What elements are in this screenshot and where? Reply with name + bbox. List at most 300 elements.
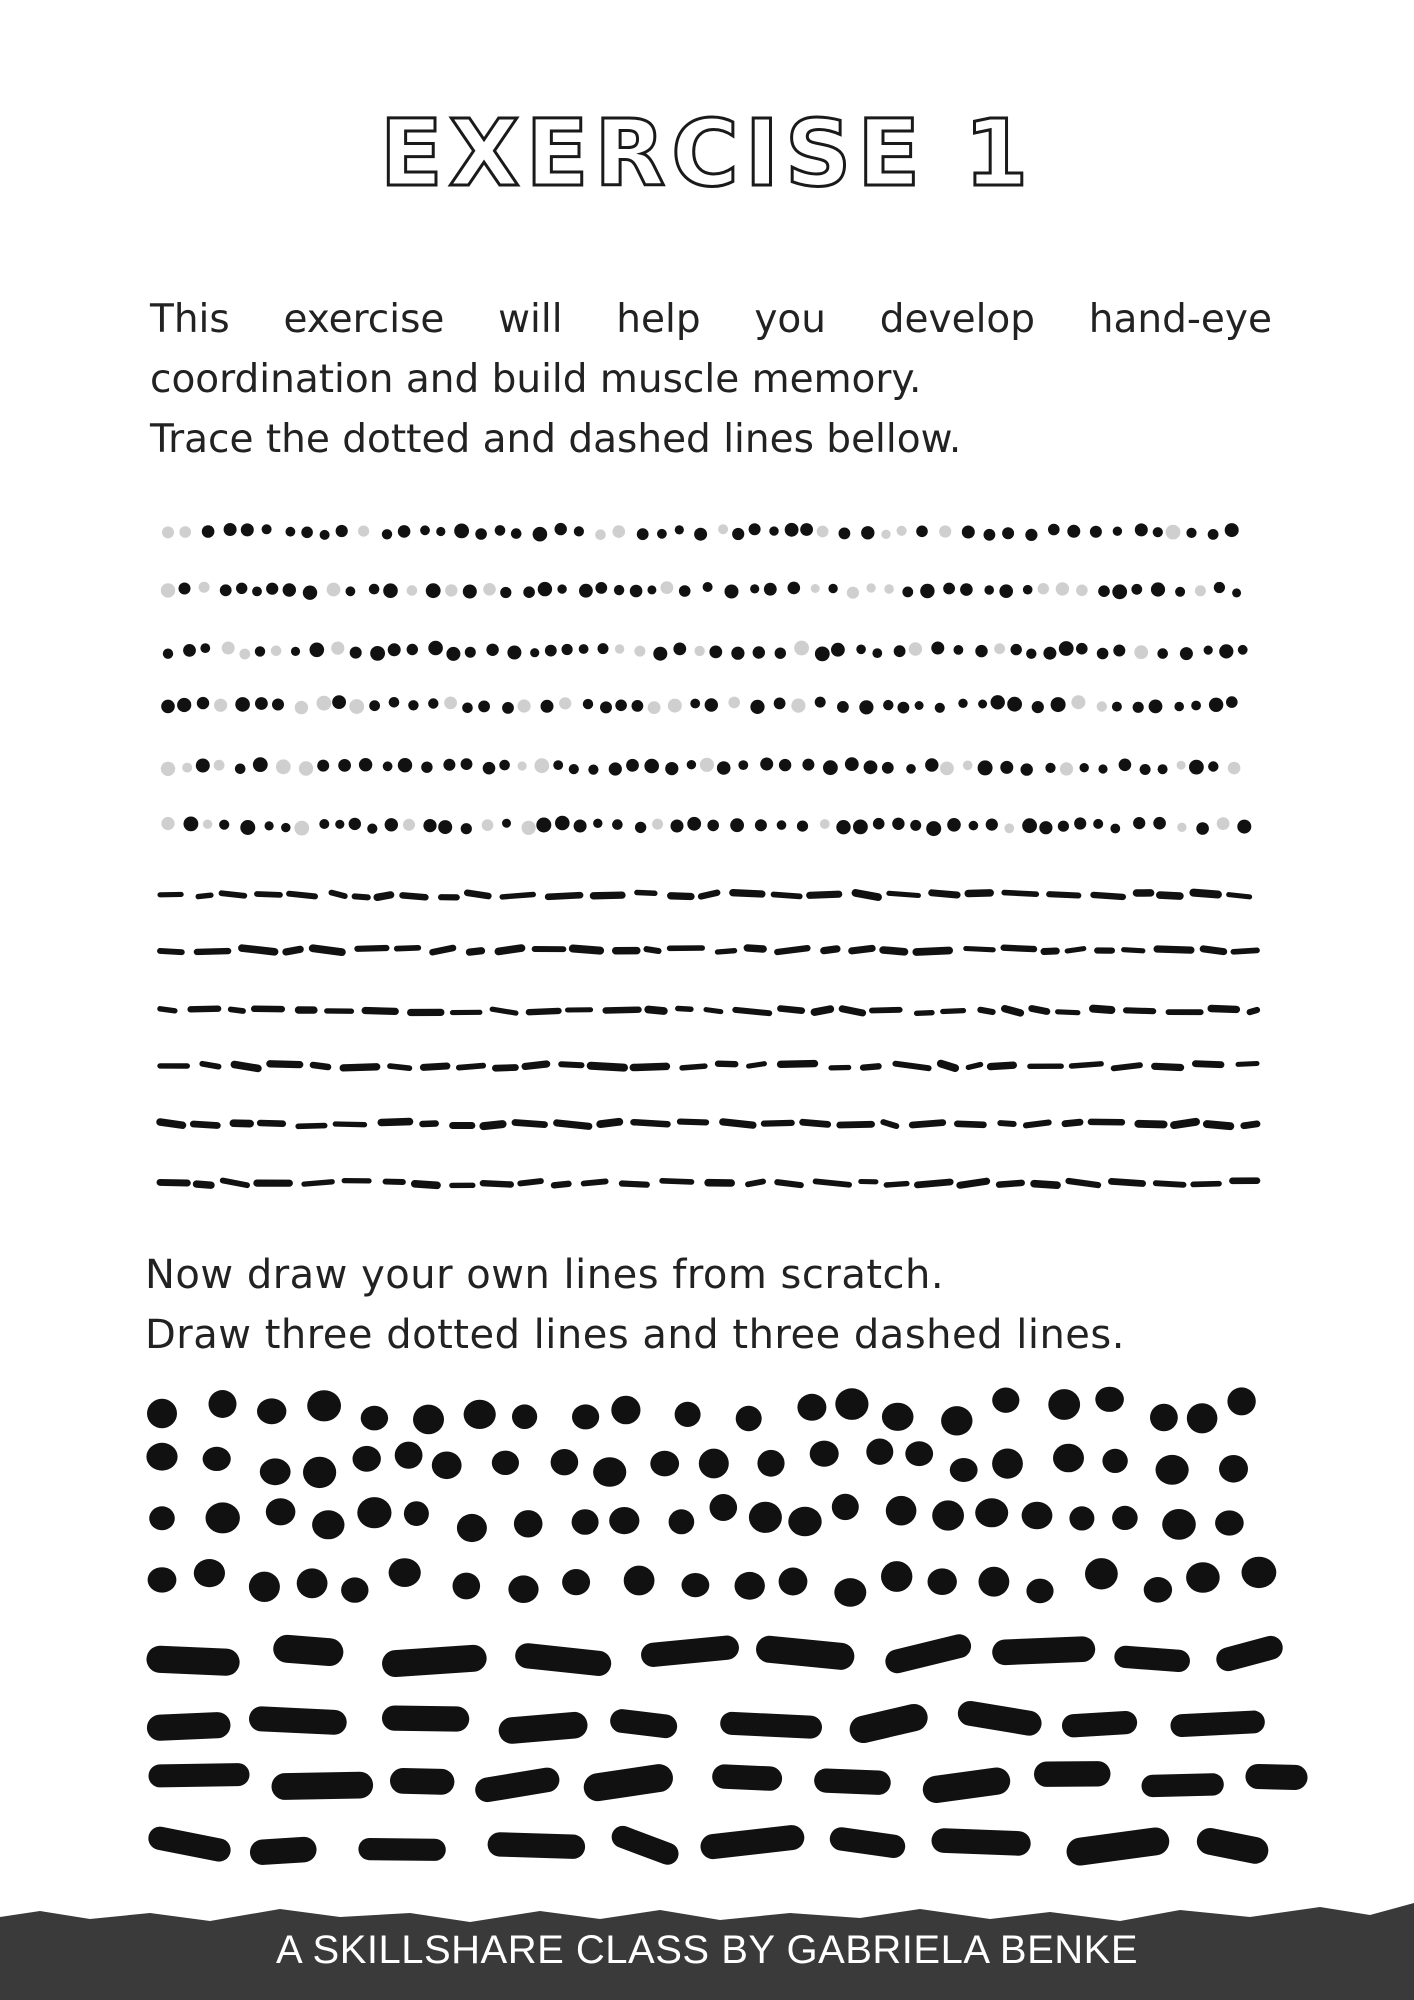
dash <box>970 1713 1029 1723</box>
dot <box>1151 582 1165 596</box>
dotted-trace-row <box>161 581 1241 600</box>
dot <box>1022 1502 1053 1530</box>
dot <box>999 584 1013 598</box>
dot <box>163 649 173 659</box>
dash <box>525 1064 547 1066</box>
dot <box>611 1396 640 1425</box>
dash <box>810 894 839 895</box>
dash <box>423 1066 447 1067</box>
dot <box>750 700 764 714</box>
dot <box>788 1507 821 1537</box>
dotted-trace-row <box>161 816 1251 836</box>
dash <box>234 1065 258 1069</box>
dot <box>800 523 813 536</box>
dot <box>407 644 418 655</box>
dash <box>723 1122 753 1125</box>
dotted-trace-row <box>163 641 1248 662</box>
dot <box>436 527 445 536</box>
dot <box>1186 528 1196 538</box>
dot <box>882 1403 914 1431</box>
page-title: EXERCISE 1 <box>379 100 1035 207</box>
dot <box>777 820 787 830</box>
dot <box>327 583 341 597</box>
dash <box>160 1659 226 1662</box>
dot <box>407 585 418 596</box>
dash <box>1000 1123 1013 1124</box>
dot <box>370 646 385 661</box>
dash <box>397 948 419 949</box>
dot <box>810 1441 839 1467</box>
dot <box>861 526 874 539</box>
dash <box>803 1122 828 1124</box>
dot <box>657 529 667 539</box>
dash <box>852 948 873 951</box>
dot <box>1227 1387 1255 1415</box>
dash <box>1126 1657 1179 1661</box>
dot <box>978 700 987 709</box>
dash <box>222 893 245 896</box>
dash <box>488 1780 548 1790</box>
dot <box>1119 759 1132 772</box>
dot <box>239 649 250 660</box>
dot <box>445 584 457 596</box>
dot <box>444 697 457 710</box>
dot <box>1098 764 1107 773</box>
dash <box>1174 1122 1196 1125</box>
dot <box>220 584 232 596</box>
dot <box>1056 582 1069 595</box>
dot <box>916 526 928 538</box>
dot <box>1090 526 1102 538</box>
dash <box>1004 893 1036 895</box>
dash <box>495 1068 515 1069</box>
dash <box>554 1184 569 1186</box>
dot <box>1085 1558 1118 1589</box>
dot <box>864 760 878 774</box>
dot <box>866 1439 893 1465</box>
dash <box>917 1013 932 1014</box>
dash <box>863 1718 914 1730</box>
dash <box>1111 1181 1142 1183</box>
dot <box>438 820 452 834</box>
dash <box>774 895 800 897</box>
dot <box>1038 583 1049 594</box>
dash <box>916 951 949 953</box>
dot <box>588 765 598 775</box>
dash <box>637 893 655 894</box>
dot <box>1025 529 1037 541</box>
dot <box>260 1458 291 1485</box>
dot <box>1102 1449 1127 1473</box>
dot <box>653 647 667 661</box>
dot <box>675 1402 701 1427</box>
dot <box>730 818 744 832</box>
dot <box>1048 1389 1080 1420</box>
dot <box>361 1406 388 1431</box>
dot <box>992 1449 1023 1479</box>
dot <box>909 642 922 655</box>
dot <box>1133 817 1145 829</box>
dash <box>377 895 390 897</box>
dash <box>1004 948 1034 949</box>
dash <box>191 1009 219 1010</box>
dotted-freehand-row <box>146 1439 1248 1489</box>
dot <box>718 524 728 534</box>
dot <box>562 644 573 655</box>
dot <box>382 529 392 539</box>
dot <box>735 1572 765 1600</box>
dot <box>609 1507 639 1534</box>
dot <box>797 1394 826 1421</box>
dash <box>713 1838 792 1847</box>
dot <box>253 757 268 772</box>
dash <box>160 1182 187 1183</box>
dot <box>837 701 849 713</box>
dot <box>194 1559 225 1587</box>
dot <box>214 760 225 771</box>
dash <box>1093 1009 1111 1010</box>
dot <box>389 1558 421 1587</box>
dot <box>317 760 329 772</box>
dot <box>465 647 476 658</box>
dot <box>1153 817 1166 830</box>
dot <box>483 762 496 775</box>
dot <box>533 527 548 542</box>
dot <box>1144 1577 1172 1603</box>
dot <box>1228 762 1241 775</box>
dot <box>398 758 412 772</box>
dot <box>847 587 859 599</box>
dot <box>286 527 296 537</box>
dot <box>774 698 786 710</box>
dash <box>1074 1723 1126 1726</box>
dash <box>912 1123 943 1125</box>
dot <box>574 820 587 833</box>
dash <box>647 949 659 951</box>
dot <box>404 1501 429 1526</box>
dot <box>202 525 215 538</box>
dot <box>836 820 850 834</box>
dot <box>817 526 829 538</box>
dot <box>897 526 907 536</box>
dash <box>897 1646 959 1661</box>
dot <box>446 647 460 661</box>
dash <box>966 949 993 950</box>
dot <box>555 816 570 831</box>
freehand-dashed-lines <box>160 1646 1295 1854</box>
dash <box>895 1064 928 1069</box>
dot <box>383 761 393 771</box>
dash <box>863 1066 879 1067</box>
dash <box>1153 1784 1213 1786</box>
dot <box>794 641 809 656</box>
dot <box>303 1457 336 1488</box>
dash <box>548 895 580 897</box>
dot <box>1226 696 1238 708</box>
dot <box>148 1567 177 1592</box>
dot <box>648 701 661 714</box>
dot <box>634 646 645 657</box>
dot <box>963 761 973 771</box>
dot <box>1020 763 1032 775</box>
dot <box>926 821 941 836</box>
dot <box>630 585 643 598</box>
dot <box>1209 698 1223 712</box>
dot <box>1032 701 1044 713</box>
dot <box>551 1449 579 1475</box>
dot <box>553 760 563 770</box>
dot <box>1113 645 1125 657</box>
dash <box>840 1124 872 1125</box>
dash <box>932 893 957 895</box>
dash <box>160 951 182 952</box>
dot <box>632 700 644 712</box>
dot <box>613 525 626 538</box>
dot <box>1095 1387 1124 1412</box>
dot <box>398 525 411 538</box>
dash <box>883 950 904 952</box>
dot <box>408 700 418 710</box>
dot <box>350 647 362 659</box>
dash <box>648 1010 664 1012</box>
dot <box>1112 1506 1138 1530</box>
dot <box>1080 763 1089 772</box>
dash <box>498 948 521 951</box>
dot <box>255 697 268 710</box>
dot <box>369 584 380 595</box>
dot <box>915 701 924 710</box>
dot <box>882 762 894 774</box>
dot <box>383 583 398 598</box>
dash <box>285 1785 360 1786</box>
dot <box>262 524 272 534</box>
dash <box>1207 1124 1230 1126</box>
dot <box>845 757 859 771</box>
dot <box>873 818 885 830</box>
dash <box>1238 1064 1257 1065</box>
dash <box>749 1064 765 1066</box>
dot <box>1214 582 1225 593</box>
dash <box>591 1066 624 1068</box>
dot <box>731 647 744 660</box>
dot <box>1043 647 1056 660</box>
dot <box>811 584 820 593</box>
dash <box>1250 1010 1257 1012</box>
dash <box>623 1837 668 1854</box>
dash <box>886 1184 907 1185</box>
dot <box>312 1510 344 1539</box>
dot <box>749 1502 782 1533</box>
dot <box>705 698 718 711</box>
dash <box>433 948 454 952</box>
dot <box>240 820 255 835</box>
dot <box>1191 701 1201 711</box>
dot <box>866 583 875 592</box>
dot <box>984 585 994 595</box>
dash <box>381 1122 409 1123</box>
dot <box>310 643 325 658</box>
dash <box>1081 1841 1156 1851</box>
dot <box>514 1510 543 1537</box>
dot <box>832 1494 859 1520</box>
dot <box>932 1500 964 1530</box>
dash <box>1156 1183 1184 1185</box>
dotted-trace-row <box>161 695 1237 714</box>
dot <box>1097 648 1109 660</box>
dot <box>183 644 196 657</box>
dash <box>747 948 763 949</box>
dash <box>1094 895 1123 897</box>
dot <box>541 700 554 713</box>
dot <box>728 697 740 709</box>
dash <box>653 1648 727 1655</box>
dot <box>572 1404 599 1429</box>
dot <box>432 1452 462 1480</box>
dash <box>1058 1012 1078 1013</box>
dash <box>467 893 488 896</box>
dot <box>975 1498 1008 1527</box>
dot <box>940 762 954 776</box>
dot <box>1112 584 1127 599</box>
dot <box>236 583 247 594</box>
dot <box>905 1441 933 1466</box>
dot <box>969 821 979 831</box>
dot <box>162 526 174 538</box>
dot <box>881 530 890 539</box>
dot <box>694 528 707 541</box>
dot <box>295 701 308 714</box>
dash <box>968 893 990 894</box>
dash <box>842 1839 894 1846</box>
dot <box>420 525 430 535</box>
dot <box>222 642 235 655</box>
dot <box>994 643 1005 654</box>
dot <box>1177 823 1186 832</box>
dot <box>1242 1557 1277 1588</box>
dot <box>297 1568 328 1598</box>
dot <box>196 759 210 773</box>
dot <box>650 1451 679 1477</box>
dash <box>1034 1184 1057 1186</box>
dot <box>834 1578 866 1607</box>
dot <box>802 759 814 771</box>
dot <box>1149 700 1163 714</box>
dot <box>341 1577 368 1602</box>
dot <box>388 643 401 656</box>
dash <box>202 1064 218 1067</box>
dot <box>609 762 622 775</box>
dot <box>764 583 777 596</box>
dot <box>206 1502 240 1533</box>
dash <box>160 1122 183 1125</box>
dot <box>357 1497 391 1528</box>
dot <box>612 819 623 830</box>
dot <box>1093 819 1103 829</box>
dot <box>182 763 192 773</box>
dot <box>661 581 674 594</box>
dot <box>1098 585 1110 597</box>
dot <box>203 1447 231 1471</box>
dot <box>255 646 265 656</box>
dot <box>931 642 944 655</box>
dot <box>675 525 684 534</box>
dash <box>263 1850 304 1853</box>
dot <box>443 759 455 771</box>
dot <box>1059 641 1074 656</box>
dashed-freehand-row <box>160 1713 1253 1730</box>
dot <box>1051 697 1066 712</box>
dot <box>1157 648 1168 659</box>
dot <box>283 583 296 596</box>
dot <box>690 699 700 709</box>
dot <box>478 701 490 713</box>
dot <box>203 820 212 829</box>
dot <box>679 585 691 597</box>
dash <box>824 949 837 951</box>
dash <box>197 1184 212 1185</box>
dash <box>815 1009 831 1012</box>
dash <box>423 1124 436 1125</box>
dot <box>644 759 659 774</box>
dash <box>231 1009 243 1011</box>
dot <box>886 1496 917 1526</box>
dash <box>198 895 211 896</box>
dot <box>950 1458 978 1482</box>
dash <box>289 894 315 897</box>
dot <box>579 644 589 654</box>
dot <box>235 764 246 775</box>
dash <box>1258 1777 1295 1778</box>
dash <box>262 1719 335 1722</box>
dot <box>249 1572 280 1602</box>
dot <box>1048 524 1060 536</box>
dot <box>483 583 496 596</box>
dot <box>317 696 332 711</box>
dot <box>426 583 441 598</box>
dash <box>1203 949 1224 952</box>
dot <box>1076 585 1088 597</box>
dot <box>530 648 539 657</box>
dot <box>299 761 313 775</box>
dot <box>1011 644 1022 655</box>
dash <box>701 893 717 897</box>
dot <box>856 645 866 655</box>
dash <box>718 1064 735 1065</box>
dash <box>528 1656 599 1664</box>
dot <box>1237 820 1251 834</box>
dash <box>396 1658 474 1663</box>
dash <box>706 1010 721 1012</box>
dot <box>1204 646 1213 655</box>
dash <box>1005 1009 1021 1013</box>
dot <box>986 819 998 831</box>
dash <box>735 1010 769 1013</box>
dot <box>665 762 678 775</box>
dash <box>936 1781 996 1789</box>
dash <box>313 948 342 952</box>
dot <box>235 697 250 712</box>
dash <box>355 896 368 897</box>
dot <box>523 586 535 598</box>
dot <box>518 699 531 712</box>
dot <box>500 587 511 598</box>
dot <box>992 1388 1019 1413</box>
dot <box>257 1398 286 1424</box>
dot <box>495 525 506 536</box>
dash <box>598 1778 659 1787</box>
dot <box>1004 823 1014 833</box>
dash <box>1126 1010 1153 1011</box>
